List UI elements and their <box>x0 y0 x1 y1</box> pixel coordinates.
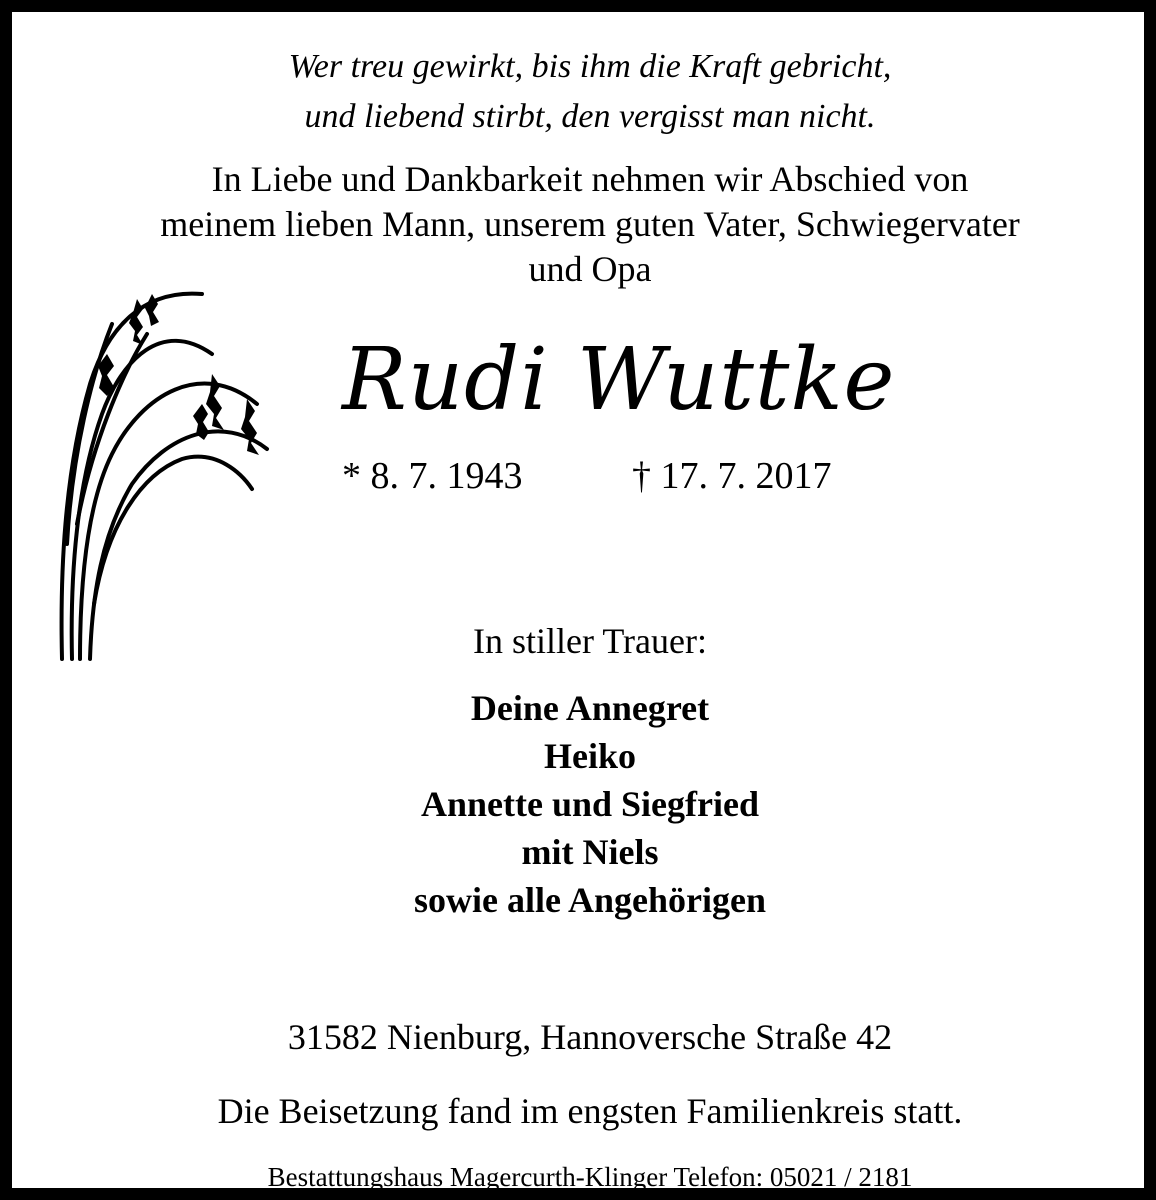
motto-line-1: Wer treu gewirkt, bis ihm die Kraft gebricht, <box>288 48 892 85</box>
burial-note: Die Beisetzung fand im engsten Familienkreis statt. <box>217 1091 963 1131</box>
deceased-name: Rudi Wuttke <box>342 330 896 430</box>
family-member: sowie alle Angehörigen <box>414 880 766 920</box>
family-member: Annette und Siegfried <box>420 784 759 824</box>
family-member: Deine Annegret <box>470 688 710 728</box>
undertaker-contact: Bestattungshaus Magercurth-Klinger Telefon: 05021 / 2181 <box>267 1162 913 1192</box>
birth-date: * 8. 7. 1943 <box>342 455 523 497</box>
motto-line-2: und liebend stirbt, den vergisst man nicht. <box>304 98 876 135</box>
family-member: Heiko <box>543 736 636 776</box>
mourning-label: In stiller Trauer: <box>473 621 707 661</box>
grass-stalks-icon <box>52 274 292 674</box>
intro-line-2: meinem lieben Mann, unserem guten Vater, Schwiegervater <box>160 204 1020 244</box>
intro-line-1: In Liebe und Dankbarkeit nehmen wir Abschied von <box>211 159 969 199</box>
address: 31582 Nienburg, Hannoversche Straße 42 <box>287 1017 893 1057</box>
death-date: † 17. 7. 2017 <box>632 455 832 497</box>
family-list <box>12 684 1156 924</box>
motto-verse <box>12 42 1156 142</box>
intro-text <box>12 157 1156 292</box>
family-member: mit Niels <box>521 832 659 872</box>
intro-line-3: und Opa <box>528 249 652 289</box>
